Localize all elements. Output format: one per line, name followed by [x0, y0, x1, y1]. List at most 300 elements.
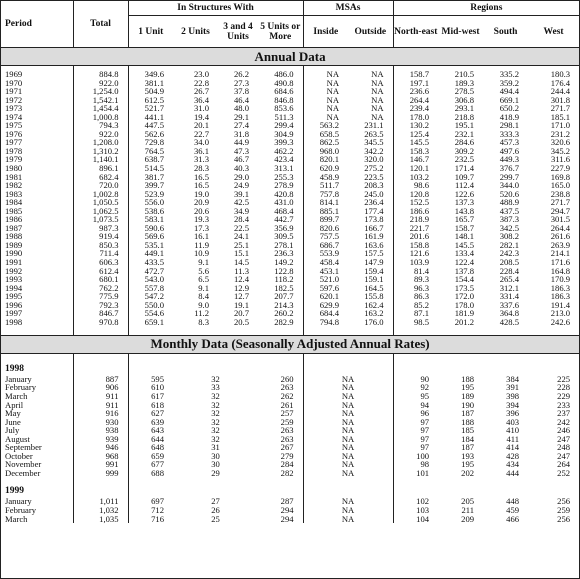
cell-value: 155.8: [348, 292, 393, 301]
cell-value: 293.1: [454, 103, 475, 114]
cell-value: 246: [557, 425, 571, 436]
cell-value: 271.7: [550, 197, 571, 208]
cell-value: 486.0: [258, 66, 303, 79]
cell-value: 1,254.0: [73, 87, 128, 96]
cell-value: 229: [557, 391, 571, 401]
cell-value: 1,208.0: [73, 138, 128, 147]
cell-value: 459: [506, 505, 520, 516]
cell-value: 342.5: [499, 222, 520, 233]
cell-value: 930: [73, 418, 128, 427]
cell-value: 242: [557, 416, 571, 427]
cell-value: 172.0: [454, 291, 475, 302]
row-year: 1985: [1, 207, 73, 216]
cell-value: 185: [461, 425, 475, 436]
cell-value: 239.4: [409, 103, 430, 114]
cell-value: 201.6: [409, 231, 430, 242]
cell-value: 195: [461, 459, 475, 470]
cell-value: NA: [303, 435, 393, 444]
cell-value: 550.0: [144, 299, 164, 310]
cell-value: 171.0: [550, 120, 571, 131]
cell-value: 244.4: [550, 86, 571, 97]
table-row: [1, 515, 579, 524]
cell-value: 1,050.5: [73, 198, 128, 207]
cell-value: 457.3: [499, 137, 520, 148]
row-year: 1992: [1, 267, 73, 276]
cell-value: 711.4: [73, 249, 128, 258]
cell-value: 169.8: [550, 171, 571, 182]
cell-value: 261: [258, 401, 303, 410]
cell-value: 176.0: [348, 318, 393, 327]
cell-value: 911: [73, 401, 128, 410]
cell-value: 381.7: [144, 171, 164, 182]
cell-value: 16.5: [193, 171, 209, 182]
cell-value: 5.6: [198, 265, 209, 276]
cell-value: 284: [258, 460, 303, 469]
cell-value: 97: [420, 425, 430, 436]
cell-value: 684.4: [319, 308, 340, 319]
cell-value: 44.9: [233, 137, 249, 148]
cell-value: NA: [303, 392, 393, 401]
cell-value: 553.9: [319, 248, 340, 259]
cell-value: 650.2: [499, 103, 520, 114]
cell-value: 255.3: [258, 173, 303, 182]
cell-value: 497.6: [499, 145, 520, 156]
row-year: 1979: [1, 155, 73, 164]
cell-value: 686.7: [319, 239, 340, 250]
cell-value: 911: [73, 392, 128, 401]
cell-value: 24.1: [233, 231, 249, 242]
cell-value: 20.7: [233, 308, 249, 319]
cell-value: 312.1: [499, 282, 520, 293]
cell-value: 569.6: [144, 231, 164, 242]
cell-value: 190: [461, 399, 475, 410]
annual-rows: [1, 66, 579, 336]
row-month: September: [1, 443, 73, 452]
cell-value: 853.6: [258, 104, 303, 113]
cell-value: 999: [73, 469, 128, 478]
cell-value: 442.7: [258, 215, 303, 224]
cell-value: 186.3: [550, 291, 571, 302]
cell-value: 173.8: [348, 215, 393, 224]
cell-value: 184: [461, 433, 475, 444]
cell-value: 40.3: [233, 162, 249, 173]
cell-value: 595: [151, 373, 164, 384]
cell-value: 89.3: [414, 274, 430, 285]
cell-value: 238.8: [550, 188, 571, 199]
cell-value: 391: [506, 382, 520, 393]
cell-value: 120.1: [409, 162, 430, 173]
row-month: April: [1, 401, 73, 410]
cell-value: 260.2: [258, 309, 303, 318]
cell-value: 922.0: [73, 130, 128, 139]
cell-value: NA: [348, 66, 393, 79]
cell-value: 538.6: [144, 205, 164, 216]
cell-value: 185.1: [550, 111, 571, 122]
cell-value: 410: [506, 425, 520, 436]
cell-value: 418.9: [499, 111, 520, 122]
cell-value: 214.1: [550, 248, 571, 259]
cell-value: 163.2: [348, 309, 393, 318]
cell-value: 8.4: [198, 291, 209, 302]
cell-value: 1,140.1: [73, 155, 128, 164]
cell-value: 103: [416, 505, 430, 516]
cell-value: 256: [557, 496, 571, 507]
cell-value: 211: [461, 505, 475, 516]
cell-value: 472.7: [144, 265, 164, 276]
cell-value: 118.2: [258, 275, 303, 284]
cell-value: 209: [461, 513, 475, 524]
cell-value: 264.4: [409, 94, 430, 105]
cell-value: 399.3: [258, 138, 303, 147]
cell-value: NA: [303, 426, 393, 435]
row-month: July: [1, 426, 73, 435]
cell-value: 171.4: [454, 162, 475, 173]
cell-value: 887: [73, 375, 128, 384]
cell-value: 688: [151, 467, 164, 478]
cell-value: 8.3: [198, 316, 209, 327]
cell-value: 987.3: [73, 224, 128, 233]
cell-value: 173.5: [454, 282, 475, 293]
cell-value: 1,011: [73, 497, 128, 506]
cell-value: 939: [73, 435, 128, 444]
msas-header: MSAs: [303, 1, 393, 16]
cell-value: 149.2: [258, 258, 303, 267]
cell-value: 278.9: [258, 181, 303, 190]
cell-value: 81.4: [414, 265, 430, 276]
cell-value: 680.1: [73, 275, 128, 284]
cell-value: 494.4: [499, 86, 520, 97]
row-year: 1974: [1, 113, 73, 122]
cell-value: 399.7: [144, 180, 164, 191]
cell-value: 202: [461, 467, 475, 478]
row-year: 1990: [1, 249, 73, 258]
cell-value: 462.2: [258, 147, 303, 156]
row-month: August: [1, 435, 73, 444]
cell-value: 458.4: [319, 256, 340, 267]
cell-value: NA: [326, 94, 340, 105]
cell-value: 187: [461, 442, 475, 453]
cell-value: 490.8: [258, 79, 303, 88]
row-year: 1993: [1, 275, 73, 284]
cell-value: 648: [151, 442, 164, 453]
row-year: 1995: [1, 292, 73, 301]
cell-value: 201.2: [454, 316, 475, 327]
cell-value: 112.4: [455, 180, 475, 191]
cell-value: 146.7: [409, 154, 430, 165]
cell-value: 970.8: [73, 318, 128, 327]
cell-value: 242.3: [499, 248, 520, 259]
cell-value: 335.2: [499, 68, 520, 79]
table-row: [1, 469, 579, 478]
cell-value: 122.4: [454, 256, 475, 267]
cell-value: 320.6: [550, 137, 571, 148]
cell-value: 32: [211, 408, 220, 419]
cell-value: 1,000.8: [73, 113, 128, 122]
cell-value: 85.2: [414, 299, 430, 310]
monthly-data-band: Monthly Data (Seasonally Adjusted Annual Rates): [1, 335, 579, 353]
cell-value: 820.6: [319, 222, 340, 233]
row-year: 1971: [1, 87, 73, 96]
cell-value: 299.4: [258, 121, 303, 130]
cell-value: 122.8: [258, 267, 303, 276]
cell-value: 213.0: [550, 308, 571, 319]
cell-value: 247: [557, 433, 571, 444]
cell-value: 188: [461, 416, 475, 427]
cell-value: 394: [506, 399, 520, 410]
cell-value: 612.5: [144, 94, 164, 105]
cell-value: 26: [211, 505, 220, 516]
cell-value: 103.9: [409, 256, 430, 267]
cell-value: 14.5: [233, 256, 249, 267]
cell-value: 225: [557, 373, 571, 384]
row-month: May: [1, 409, 73, 418]
cell-value: 15.1: [233, 248, 249, 259]
cell-value: 166.7: [348, 224, 393, 233]
cell-value: 20.5: [233, 316, 249, 327]
cell-value: 629.9: [319, 299, 340, 310]
cell-value: 19.4: [193, 111, 209, 122]
cell-value: 19.0: [193, 188, 209, 199]
cell-value: 1,002.8: [73, 190, 128, 199]
cell-value: 92: [420, 382, 430, 393]
cell-value: 32: [211, 433, 220, 444]
cell-value: 284.6: [454, 137, 475, 148]
housing-table: [1, 1, 579, 523]
cell-value: 48.0: [233, 103, 249, 114]
cell-value: 210.5: [454, 68, 475, 79]
cell-value: 130.2: [409, 120, 430, 131]
cell-value: 154.4: [454, 274, 475, 285]
cell-value: 349.6: [144, 68, 164, 79]
cell-value: 511.3: [258, 113, 303, 122]
cell-value: 257: [258, 409, 303, 418]
cell-value: NA: [326, 111, 340, 122]
cell-value: 282.1: [499, 239, 520, 250]
cell-value: 617: [151, 391, 164, 401]
row-year: 1996: [1, 301, 73, 310]
cell-value: 20.1: [193, 120, 209, 131]
cell-value: 245.0: [348, 190, 393, 199]
cell-value: 294: [258, 506, 303, 515]
cell-value: NA: [303, 469, 393, 478]
cell-value: 896.1: [73, 164, 128, 173]
cell-value: 19.1: [233, 299, 249, 310]
cell-value: 103.2: [409, 171, 430, 182]
cell-value: 618: [151, 399, 164, 410]
cell-value: 176.4: [550, 77, 571, 88]
cell-value: 488.9: [499, 197, 520, 208]
table-row: [1, 66, 579, 79]
cell-value: NA: [303, 375, 393, 384]
cell-value: 137.8: [454, 265, 475, 276]
cell-value: 583.1: [144, 214, 164, 225]
cell-value: 125.4: [409, 128, 430, 139]
cell-value: 145.5: [454, 239, 475, 250]
cell-value: 597.6: [319, 282, 340, 293]
cell-value: NA: [326, 103, 340, 114]
cell-value: 428.5: [499, 316, 520, 327]
cell-value: 468.4: [258, 207, 303, 216]
cell-value: 659.1: [144, 316, 164, 327]
cell-value: 264.4: [550, 222, 571, 233]
cell-value: 712: [151, 505, 164, 516]
cell-value: 218.8: [454, 111, 475, 122]
cell-value: 233: [557, 399, 571, 410]
cell-value: 102: [416, 496, 430, 507]
cell-value: 720.0: [73, 181, 128, 190]
cell-value: 792.3: [73, 301, 128, 310]
cell-value: 543.0: [144, 274, 164, 285]
annual-data-band: Annual Data: [1, 48, 579, 66]
cell-value: 449.1: [144, 248, 164, 259]
row-month: October: [1, 452, 73, 461]
cell-value: 259: [258, 418, 303, 427]
cell-value: 263: [258, 435, 303, 444]
cell-value: 122.6: [454, 188, 475, 199]
cell-value: NA: [303, 460, 393, 469]
cell-value: 434: [506, 459, 520, 470]
year-label-1998: 1998: [1, 364, 73, 375]
cell-value: 98: [420, 459, 430, 470]
cell-value: 1,310.2: [73, 147, 128, 156]
cell-value: 991: [73, 460, 128, 469]
cell-value: 946: [73, 443, 128, 452]
cell-value: 265.4: [499, 274, 520, 285]
cell-value: NA: [326, 68, 340, 79]
cell-value: 11.9: [194, 239, 209, 250]
cell-value: 359.2: [499, 77, 520, 88]
cell-value: NA: [303, 418, 393, 427]
cell-value: 282: [258, 469, 303, 478]
cell-value: 17.3: [193, 222, 209, 233]
cell-value: 620.1: [319, 291, 340, 302]
cell-value: 159.1: [348, 275, 393, 284]
cell-value: 25.1: [233, 239, 249, 250]
cell-value: 437.5: [499, 205, 520, 216]
cell-value: 563.2: [319, 120, 340, 131]
cell-value: 208.5: [499, 256, 520, 267]
cell-value: 520.6: [499, 188, 520, 199]
monthly-rows: [1, 353, 579, 523]
row-year: 1975: [1, 121, 73, 130]
cell-value: NA: [303, 515, 393, 524]
cell-value: 794.8: [319, 316, 340, 327]
cell-value: 757.5: [319, 231, 340, 242]
row-year: 1983: [1, 190, 73, 199]
cell-value: 133.4: [454, 248, 475, 259]
cell-value: NA: [303, 443, 393, 452]
cell-value: 189.3: [454, 77, 475, 88]
row-month: March: [1, 392, 73, 401]
cell-value: 862.5: [319, 137, 340, 148]
cell-value: NA: [303, 401, 393, 410]
cell-value: 158.3: [409, 145, 430, 156]
cell-value: 846.7: [73, 309, 128, 318]
cell-value: 109.7: [454, 171, 475, 182]
cell-value: 356.9: [258, 224, 303, 233]
cell-value: 556.0: [144, 197, 164, 208]
cell-value: 96: [420, 408, 430, 419]
cell-value: 294: [258, 515, 303, 524]
col-3-4-units: 3 and 4 Units: [218, 16, 258, 48]
row-year: 1969: [1, 66, 73, 79]
cell-value: 775.9: [73, 292, 128, 301]
cell-value: 448: [506, 496, 520, 507]
cell-value: 384: [506, 373, 520, 384]
cell-value: 145.5: [409, 137, 430, 148]
cell-value: 643: [151, 425, 164, 436]
cell-value: 16.1: [193, 231, 209, 242]
cell-value: 514.5: [144, 162, 164, 173]
cell-value: 677: [151, 459, 164, 470]
cell-value: 26.2: [233, 68, 249, 79]
row-year: 1989: [1, 241, 73, 250]
cell-value: 262: [258, 392, 303, 401]
cell-value: 23.0: [193, 68, 209, 79]
cell-value: 100: [416, 450, 430, 461]
cell-value: 186.3: [550, 282, 571, 293]
cell-value: NA: [326, 86, 340, 97]
row-year: 1976: [1, 130, 73, 139]
cell-value: 306.8: [454, 94, 475, 105]
cell-value: 260: [258, 375, 303, 384]
cell-value: 171.6: [550, 256, 571, 267]
cell-value: 98.6: [414, 180, 430, 191]
cell-value: 189: [461, 391, 475, 401]
row-year: 1987: [1, 224, 73, 233]
cell-value: 97: [420, 433, 430, 444]
cell-value: 97: [420, 442, 430, 453]
cell-value: 1,454.4: [73, 104, 128, 113]
cell-value: 331.4: [499, 291, 520, 302]
col-1-unit: 1 Unit: [128, 16, 173, 48]
col-5-units-more: 5 Units or More: [258, 16, 303, 48]
cell-value: 197.1: [409, 77, 430, 88]
cell-value: 94: [420, 399, 430, 410]
cell-value: 453.1: [319, 265, 340, 276]
cell-value: 590.6: [144, 222, 164, 233]
cell-value: 884.8: [73, 66, 128, 79]
cell-value: 87.1: [414, 308, 430, 319]
cell-value: 163.6: [348, 241, 393, 250]
cell-value: 22.5: [233, 222, 249, 233]
cell-value: 193: [461, 450, 475, 461]
cell-value: 420.8: [258, 190, 303, 199]
cell-value: 299.7: [499, 171, 520, 182]
cell-value: 885.1: [319, 205, 340, 216]
cell-value: 20.9: [193, 197, 209, 208]
cell-value: 34.0: [193, 137, 209, 148]
col-south: South: [483, 16, 528, 48]
cell-value: 342.2: [348, 147, 393, 156]
cell-value: 916: [73, 409, 128, 418]
row-month: January: [1, 375, 73, 384]
cell-value: 333.3: [499, 128, 520, 139]
cell-value: 309.2: [454, 145, 475, 156]
cell-value: 247: [557, 450, 571, 461]
cell-value: 669.1: [499, 94, 520, 105]
row-year: 1972: [1, 96, 73, 105]
cell-value: 309.5: [258, 232, 303, 241]
cell-value: 104: [416, 513, 430, 524]
cell-value: 684.6: [258, 87, 303, 96]
col-west: West: [528, 16, 579, 48]
table-header: [1, 1, 579, 48]
cell-value: 36.4: [193, 94, 209, 105]
cell-value: 554.6: [144, 308, 164, 319]
cell-value: 820.1: [319, 154, 340, 165]
cell-value: 10.9: [193, 248, 209, 259]
